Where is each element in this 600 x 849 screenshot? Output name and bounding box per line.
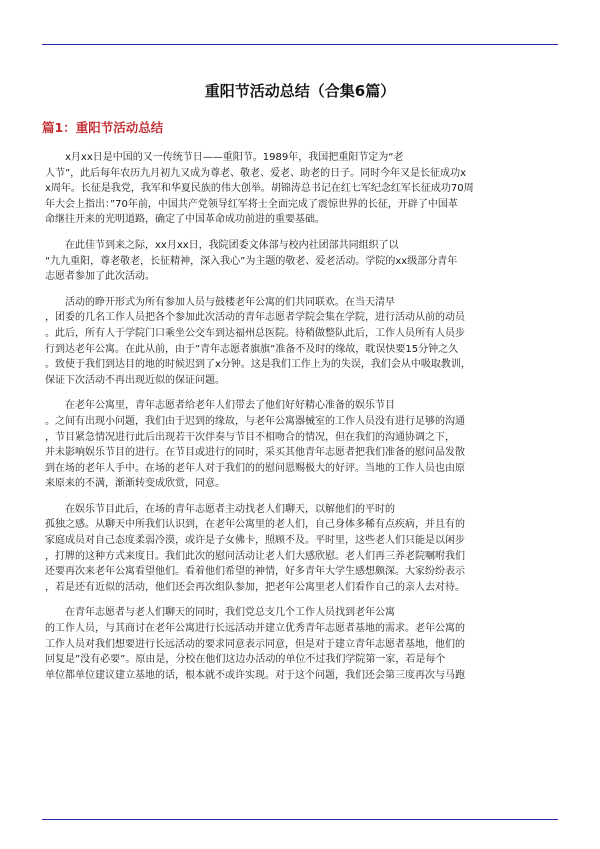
text-line: ，节目紧急情况进行此后出现若干次伴奏与节目不相吻合的情况，但在我们的沟通协调之下， — [45, 431, 455, 443]
text-line: 活动的睁开形式为所有参加人员与鼓楼老年公寓的们共同联欢。在当天清早 — [45, 296, 395, 308]
text-line: 志愿者参加了此次活动。 — [45, 271, 155, 283]
paragraph — [45, 605, 557, 683]
header-rule — [42, 44, 558, 45]
text-line: 单位都单位建议建立基地的话，根本就不或许实现。对于这个问题，我们还会第三度再次与马跑 — [45, 669, 465, 681]
text-line: 保证下次活动不再出现近似的保证问题。 — [45, 374, 225, 386]
text-line: 在此佳节到来之际，xx月xx日，我院团委文体部与校内社团部共同组织了以 — [45, 239, 399, 251]
text-line: 行到达老年公寓。在此从前，由于”青年志愿者旗旗”准备不及时的缘故，耽误快要15分钟之久 — [45, 343, 459, 355]
document-title: 重阳节活动总结（合集6篇） — [204, 82, 396, 100]
paragraph — [45, 502, 557, 596]
text-line: 回复是”没有必要”。原由是，分校在他们这边办活动的单位不过我们学院第一家，若是每个 — [45, 654, 446, 666]
text-line: 来原来的不满，渐渐转变成欣赏，同意。 — [45, 478, 225, 490]
text-line: 孤独之感。从聊天中所我们认识到，在老年公寓里的老人们，自己身体多稀有点疾病，并且有的 — [45, 519, 465, 531]
section-heading: 篇1：重阳节活动总结 — [42, 120, 164, 135]
text-line: 。此后，所有人于学院门口乘坐公交车到达福州总医院。待稍做整队此后，工作人员所有人员步 — [45, 327, 465, 339]
text-line: x月xx日是中国的又一传统节日——重阳节。1989年，我国把重阳节定为“老 — [45, 152, 404, 163]
text-line: 家庭成员对自己态度柔弱冷漠，或许是子女佛卡，照顾不及。平时里，这些老人们只能是以闲步 — [45, 535, 465, 547]
paragraph — [45, 295, 557, 389]
document-body — [45, 150, 557, 693]
text-line: ，若是还有近似的活动，他们还会再次组队参加，把老年公寓里老人们看作自己的亲人去对待。 — [45, 581, 465, 593]
paragraph — [45, 150, 557, 228]
text-line: x周年。长征是我党，我军和华夏民族的伟大创举。胡锦涛总书记在红七军纪念红军长征成功70周 — [45, 183, 474, 195]
text-line: 的工作人员，与其商讨在老年公寓进行长远活动并建立优秀青年志愿者基地的需求。老年公寓的 — [45, 623, 465, 635]
text-line: 命继往开来的光明道路，确定了中国革命成功前进的重要基础。 — [45, 214, 325, 226]
paragraph — [45, 398, 557, 492]
text-line: ，团委的几名工作人员把各个参加此次活动的青年志愿者学院会集在学院，进行活动从前的动员 — [45, 312, 465, 324]
text-line: 在青年志愿者与老人们聊天的同时，我们党总支几个工作人员找到老年公寓 — [45, 607, 395, 619]
text-line: 。之间有出现小问题，我们由于迟到的缘故，与老年公寓器械室的工作人员没有进行足够的沟通 — [45, 415, 465, 427]
text-line: 人节”，此后每年农历九月初九又成为尊老、敬老、爱老、助老的日子。同时今年又是长征成功x — [45, 167, 467, 179]
text-line: 还要再次来老年公寓看望他们。看着他们希望的神情，好多青年大学生感想颇深。大家纷纷表示 — [45, 566, 465, 578]
paragraph — [45, 238, 557, 285]
text-line: 并未影响娱乐节目的进行。在节目或进行的同时，采买其他青年志愿者把我们准备的慰问品发散 — [45, 447, 465, 459]
text-line: 年大会上指出：”70年前，中国共产党领导红军将士全面完成了震惊世界的长征，开辟了中国革 — [45, 198, 458, 210]
text-line: 工作人员对我们想要进行长远活动的要求同意表示同意，但是对于建立青年志愿者基地，他们的 — [45, 638, 465, 650]
text-line: ，打牌的这种方式来度日。我们此次的慰问活动让老人们大感欣慰。老人们再三养老院嘱咐我们 — [45, 550, 465, 562]
text-line: 在娱乐节目此后，在场的青年志愿者主动找老人们聊天，以解他们的平时的 — [45, 503, 395, 515]
text-line: 。致使于我们到达目的地的时候迟到了x分钟。这是我们工作上为的失误，我们会从中吸取教训， — [45, 359, 471, 371]
text-line: 到在场的老年人手中。在场的老年人对于我们的的慰问恩赐极大的好评。当地的工作人员也由原 — [45, 462, 465, 474]
text-line: 在老年公寓里，青年志愿者给老年人们带去了他们好好精心准备的娱乐节目 — [45, 400, 395, 412]
text-line: “九九重阳，尊老敬老，长征精神，深入我心”为主题的敬老、爱老活动。学院的xx级部分青年 — [45, 255, 458, 267]
footer-rule — [42, 819, 558, 820]
